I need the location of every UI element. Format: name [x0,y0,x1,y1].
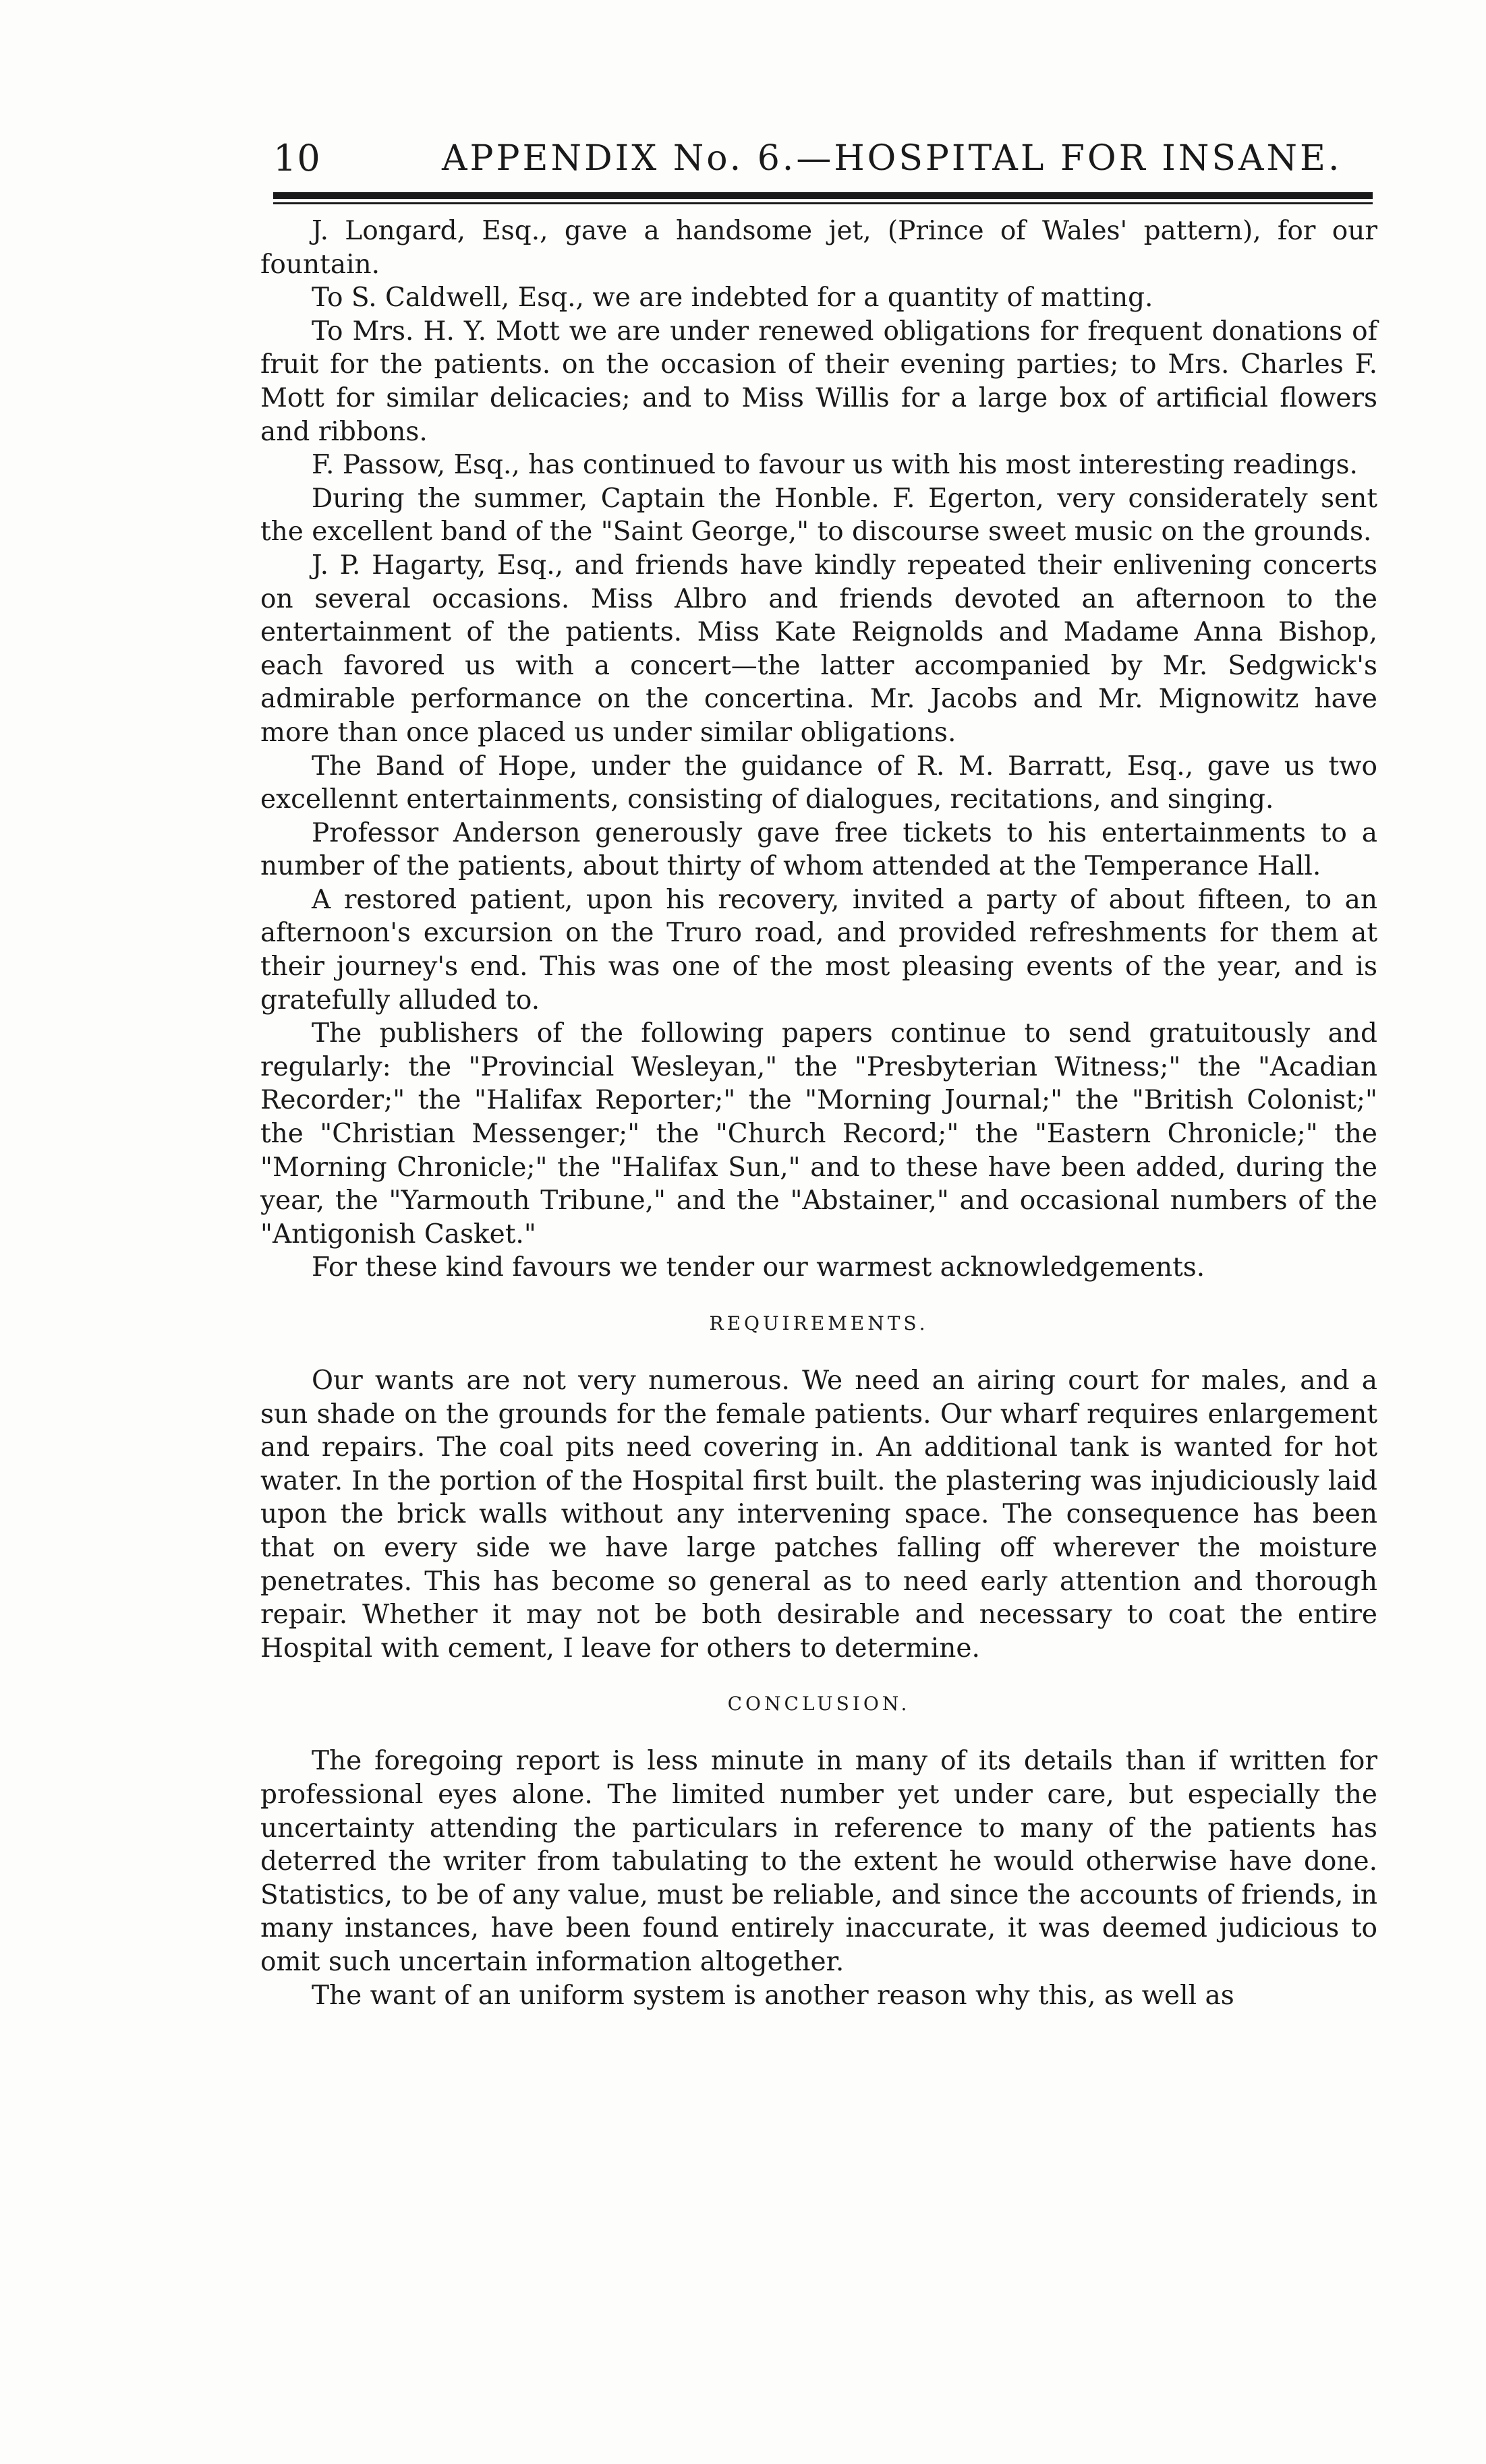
paragraph-caldwell: To S. Caldwell, Esq., we are indebted for a quantity of matting. [312,283,1153,314]
paragraph-passow: F. Passow, Esq., has continued to favour us with his most interesting readings. [312,450,1358,481]
header-rule-thick [273,192,1373,199]
body-text [260,214,1377,2012]
paragraph-mott: To Mrs. H. Y. Mott we are under renewed obligations for frequent donations of fruit for the patients. on the occasion of their evening parties; to Mrs. Charles F. Mott for similar delicacies; and to Miss Willis for a large box of artificial flowers and ribbons. [260,316,1377,447]
paragraph-egerton: During the summer, Captain the Honble. F. Egerton, very considerately sent the excellent band of the "Saint George," to discourse sweet music on the grounds. [260,483,1377,548]
paragraph-hagarty: J. P. Hagarty, Esq., and friends have kindly repeated their enlivening concerts on several occasions. Miss Albro and friends devoted an afternoon to the entertainment of the patients. Miss Kate Reignolds and Madame Anna Bishop, each favored us with a concert—the latter accompanied by Mr. Sedgwick's admirable performance on the concertina. Mr. Jacobs and Mr. Mignowitz have more than once placed us under similar obligations. [260,550,1377,748]
conclusion-paragraph-2: The want of an uniform system is another reason why this, as well as [312,1980,1234,2011]
page-header [273,131,1373,185]
paragraph-kind-favours: For these kind favours we tender our warmest acknowledgements. [312,1252,1205,1283]
conclusion-paragraph-1: The foregoing report is less minute in many of its details than if written for professional eyes alone. The limited number yet under care, but especially the uncertainty attending the particulars in reference to many of the patients has deterred the writer from tabulating to the extent he would otherwise have done. Statistics, to be of any value, must be reliable, and since the accounts of friends, in many instances, have been found entirely inaccurate, it was deemed judicious to omit such uncertain information altogether. [260,1746,1377,1977]
running-title: APPENDIX No. 6.—HOSPITAL FOR INSANE. [442,138,1342,179]
header-rule-thin [273,202,1373,204]
paragraph-longard: J. Longard, Esq., gave a handsome jet, (Prince of Wales' pattern), for our fountain. [260,216,1377,280]
paragraph-restored-patient: A restored patient, upon his recovery, invited a party of about fifteen, to an afternoon's excursion on the Truro road, and provided refreshments for them at their journey's end. This was one of the most pleasing events of the year, and is gratefully alluded to. [260,884,1377,1016]
page-number: 10 [273,137,321,179]
requirements-heading: REQUIREMENTS. [709,1312,929,1334]
paragraph-anderson: Professor Anderson generously gave free tickets to his entertainments to a number of the patients, about thirty of whom attended at the Temperance Hall. [260,817,1377,882]
paragraph-band-of-hope: The Band of Hope, under the guidance of R. M. Barratt, Esq., gave us two excellennt entertainments, consisting of dialogues, recitations, and singing. [260,751,1377,815]
conclusion-heading: CONCLUSION. [727,1693,911,1715]
paragraph-publishers: The publishers of the following papers continue to send gratuitously and regularly: the "Provincial Wesleyan," the "Presbyterian Witness;" the "Acadian Recorder;" the "Halifax Reporter;" the "Morning Journal;" the "British Colonist;" the "Christian Messenger;" the "Church Record;" the "Eastern Chronicle;" the "Morning Chronicle;" the "Halifax Sun," and to these have been added, during the year, the "Yarmouth Tribune," and the "Abstainer," and occasional numbers of the "Antigonish Casket." [260,1018,1377,1250]
requirements-paragraph: Our wants are not very numerous. We need an airing court for males, and a sun shade on the grounds for the female patients. Our wharf requires enlargement and repairs. The coal pits need covering in. An additional tank is wanted for hot water. In the portion of the Hospital first built. the plastering was injudiciously laid upon the brick walls without any intervening space. The consequence has been that on every side we have large patches falling off wherever the moisture penetrates. This has become so general as to need early attention and thorough repair. Whether it may not be both desirable and necessary to coat the entire Hospital with cement, I leave for others to determine. [260,1366,1377,1664]
